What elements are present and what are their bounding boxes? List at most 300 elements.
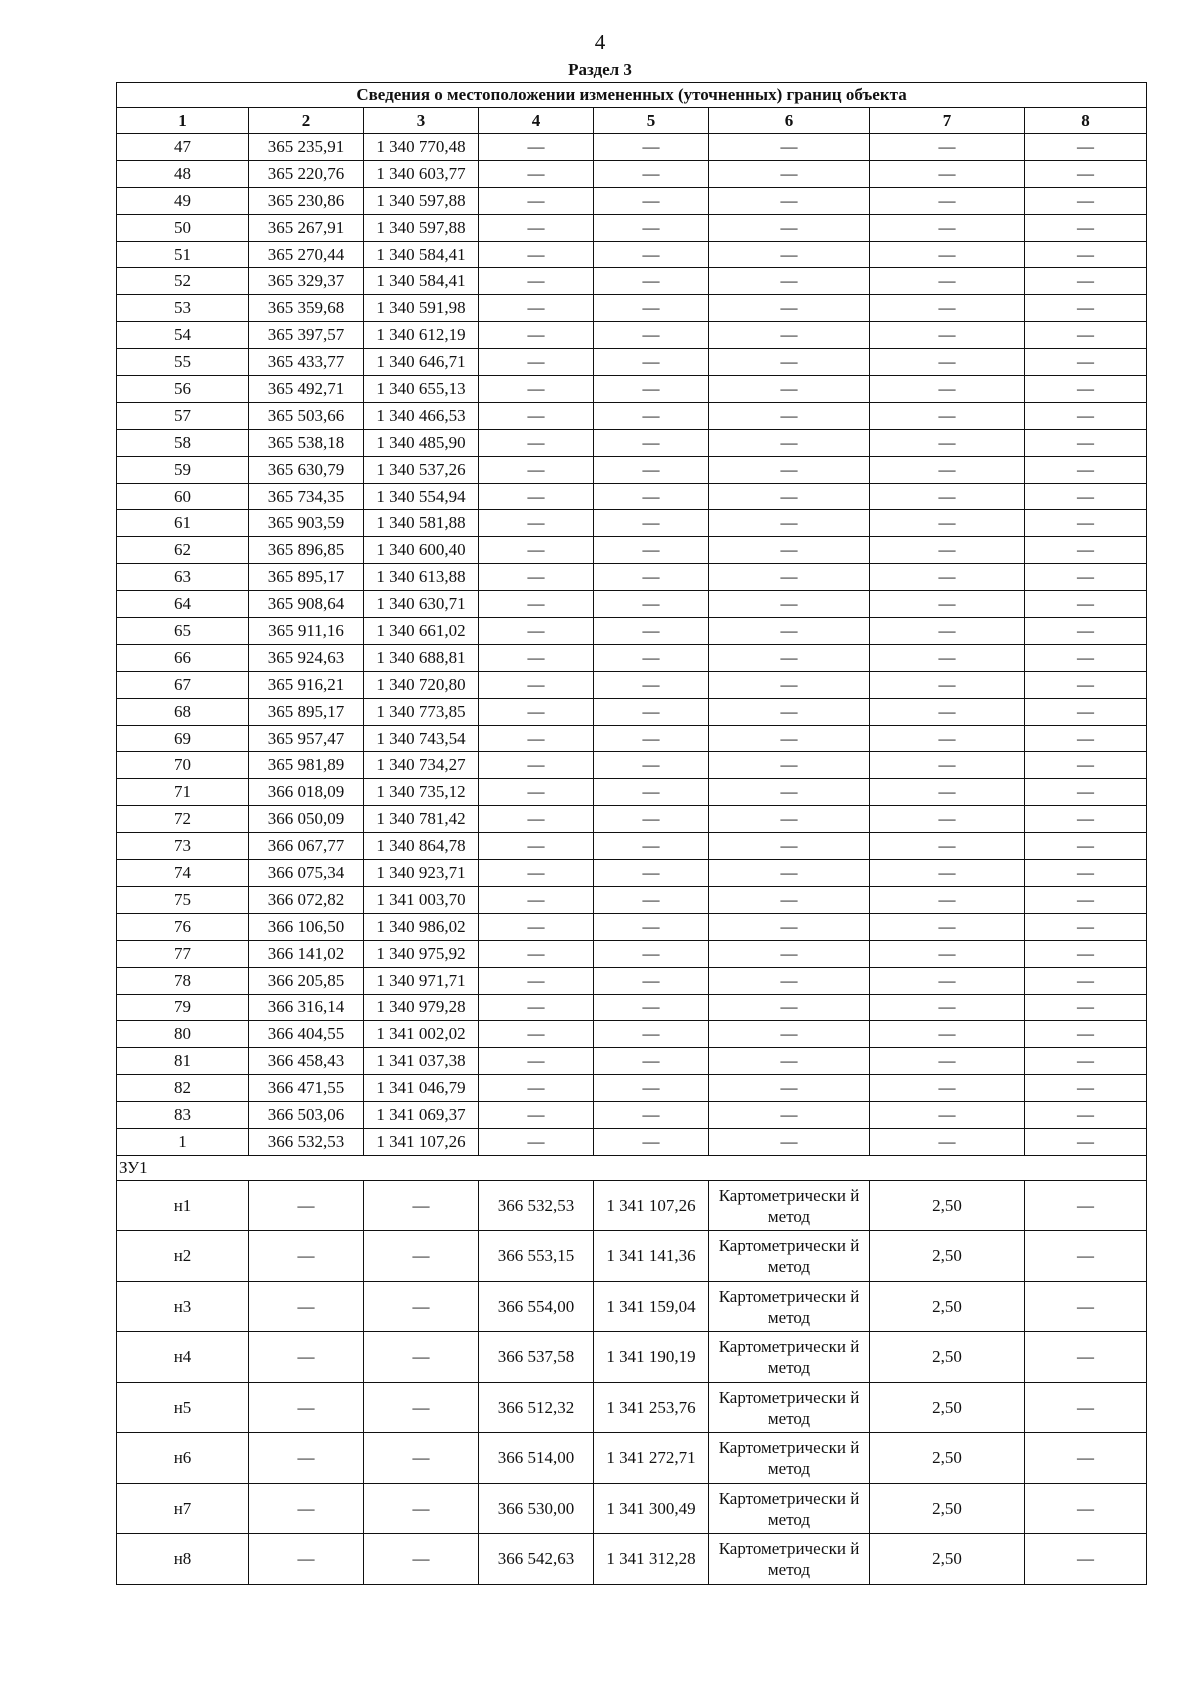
table-cell: 366 018,09 [249,779,364,806]
table-cell: — [479,510,594,537]
method-cell: Картометрически й метод [709,1231,870,1282]
table-cell: 57 [117,402,249,429]
table-cell: — [594,214,709,241]
table-cell: 1 340 584,41 [364,268,479,295]
table-cell: 366 067,77 [249,833,364,860]
table-cell: 1 340 975,92 [364,940,479,967]
table-cell: — [594,376,709,403]
table-cell: 1 340 591,98 [364,295,479,322]
table-cell: — [249,1332,364,1383]
table-cell: 63 [117,564,249,591]
column-number: 8 [1025,108,1147,134]
table-cell: — [870,1102,1025,1129]
table-cell: — [479,295,594,322]
table-row [117,1433,1147,1484]
table-cell: — [870,402,1025,429]
table-cell: н6 [117,1433,249,1484]
table-cell: — [709,752,870,779]
table-row [117,752,1147,779]
table-cell: — [709,564,870,591]
table-cell: — [249,1433,364,1484]
table-cell: — [594,725,709,752]
table-cell: — [1025,1128,1147,1155]
table-cell: 365 433,77 [249,349,364,376]
table-row [117,940,1147,967]
table-row [117,591,1147,618]
table-cell: — [709,1128,870,1155]
table-cell: 365 492,71 [249,376,364,403]
table-caption: Сведения о местоположении измененных (уточненных) границ объекта [117,83,1147,108]
table-cell: — [594,483,709,510]
table-cell: 1 340 612,19 [364,322,479,349]
table-cell: 365 895,17 [249,698,364,725]
table-cell: 1 340 688,81 [364,644,479,671]
table-cell: 48 [117,160,249,187]
table-row [117,886,1147,913]
table-cell: 1 340 720,80 [364,671,479,698]
table-cell: — [594,160,709,187]
table-cell: — [1025,994,1147,1021]
method-cell: Картометрически й метод [709,1534,870,1585]
table-cell: — [870,214,1025,241]
table-cell: 1 340 554,94 [364,483,479,510]
table-cell: — [594,349,709,376]
table-cell: — [870,618,1025,645]
table-cell: 1 340 770,48 [364,134,479,161]
table-cell: — [709,1075,870,1102]
table-cell: — [1025,671,1147,698]
table-cell: — [1025,806,1147,833]
table-cell: 1 341 069,37 [364,1102,479,1129]
table-cell: — [594,134,709,161]
table-cell: 366 542,63 [479,1534,594,1585]
table-cell: — [1025,644,1147,671]
table-cell: — [709,886,870,913]
table-row [117,187,1147,214]
table-cell: 365 924,63 [249,644,364,671]
table-cell: — [594,860,709,887]
table-cell: — [594,671,709,698]
table-cell: — [1025,886,1147,913]
table-cell: — [479,564,594,591]
table-cell: — [1025,483,1147,510]
table-cell: н7 [117,1483,249,1534]
table-cell: — [709,967,870,994]
table-cell: 54 [117,322,249,349]
table-cell: — [594,806,709,833]
table-cell: 1 341 107,26 [364,1128,479,1155]
table-cell: — [870,1075,1025,1102]
table-cell: — [709,698,870,725]
table-cell: 53 [117,295,249,322]
table-cell: 1 341 190,19 [594,1332,709,1383]
table-row [117,510,1147,537]
table-cell: — [479,214,594,241]
table-cell: — [479,268,594,295]
table-cell: — [709,322,870,349]
table-cell: 1 340 581,88 [364,510,479,537]
table-cell: 77 [117,940,249,967]
table-cell: 1 340 781,42 [364,806,479,833]
table-cell: — [479,806,594,833]
table-cell: — [1025,698,1147,725]
table-cell: — [479,429,594,456]
table-cell: — [594,967,709,994]
table-cell: — [594,1048,709,1075]
table-cell: — [709,833,870,860]
table-row [117,725,1147,752]
table-cell: 1 341 272,71 [594,1433,709,1484]
table-row [117,671,1147,698]
table-cell: — [870,833,1025,860]
table-row [117,860,1147,887]
table-cell: — [594,456,709,483]
boundary-coordinates-table [116,82,1147,1585]
method-cell: Картометрически й метод [709,1382,870,1433]
table-cell: — [594,833,709,860]
column-number-row [117,108,1147,134]
table-cell: 365 957,47 [249,725,364,752]
table-cell: 64 [117,591,249,618]
table-cell: — [709,510,870,537]
table-cell: 366 471,55 [249,1075,364,1102]
table-row [117,1231,1147,1282]
table-cell: — [1025,860,1147,887]
table-cell: — [870,698,1025,725]
table-cell: — [870,456,1025,483]
table-cell: 365 630,79 [249,456,364,483]
table-cell: — [709,1102,870,1129]
table-cell: — [594,886,709,913]
table-cell: — [594,402,709,429]
table-cell: 2,50 [870,1534,1025,1585]
table-cell: — [479,322,594,349]
table-cell: — [870,967,1025,994]
table-cell: — [870,187,1025,214]
table-cell: — [709,349,870,376]
table-cell: — [1025,591,1147,618]
table-cell: — [1025,779,1147,806]
table-cell: — [870,1048,1025,1075]
table-cell: 365 503,66 [249,402,364,429]
table-cell: — [870,241,1025,268]
table-cell: — [1025,1332,1147,1383]
table-cell: 365 267,91 [249,214,364,241]
table-cell: — [594,1102,709,1129]
table-cell: 366 050,09 [249,806,364,833]
table-row [117,1281,1147,1332]
table-cell: 74 [117,860,249,887]
table-row [117,376,1147,403]
table-row [117,644,1147,671]
table-cell: — [479,752,594,779]
table-cell: — [870,671,1025,698]
table-cell: 365 235,91 [249,134,364,161]
table-cell: 1 340 655,13 [364,376,479,403]
column-number: 1 [117,108,249,134]
table-cell: 366 503,06 [249,1102,364,1129]
table-caption-row [117,83,1147,108]
table-cell: — [709,134,870,161]
table-cell: 1 340 537,26 [364,456,479,483]
table-cell: 62 [117,537,249,564]
table-cell: 1 340 971,71 [364,967,479,994]
table-cell: 1 340 735,12 [364,779,479,806]
table-cell: — [594,591,709,618]
table-cell: — [594,429,709,456]
table-cell: — [479,860,594,887]
table-cell: — [364,1231,479,1282]
table-cell: — [709,779,870,806]
table-cell: — [479,134,594,161]
table-cell: 1 340 773,85 [364,698,479,725]
table-row [117,349,1147,376]
table-cell: — [870,940,1025,967]
table-cell: 1 340 613,88 [364,564,479,591]
table-cell: — [1025,1534,1147,1585]
table-cell: 1 341 003,70 [364,886,479,913]
table-row [117,456,1147,483]
table-cell: — [594,322,709,349]
table-cell: — [364,1433,479,1484]
table-cell: — [870,752,1025,779]
table-cell: — [1025,429,1147,456]
table-cell: 1 340 979,28 [364,994,479,1021]
table-cell: 366 072,82 [249,886,364,913]
table-cell: — [594,268,709,295]
table-cell: 366 554,00 [479,1281,594,1332]
table-cell: — [479,1102,594,1129]
table-cell: 1 340 923,71 [364,860,479,887]
table-cell: — [1025,349,1147,376]
table-cell: 366 537,58 [479,1332,594,1383]
table-row [117,134,1147,161]
table-cell: — [364,1483,479,1534]
table-cell: — [870,725,1025,752]
table-row [117,1534,1147,1585]
table-cell: — [1025,402,1147,429]
subsection-label: ЗУ1 [117,1155,1147,1180]
table-cell: — [709,187,870,214]
table-cell: 72 [117,806,249,833]
table-cell: — [1025,322,1147,349]
table-cell: — [870,349,1025,376]
table-cell: 1 341 046,79 [364,1075,479,1102]
table-row [117,779,1147,806]
table-cell: — [479,644,594,671]
table-cell: 59 [117,456,249,483]
table-cell: 81 [117,1048,249,1075]
table-cell: — [479,618,594,645]
table-cell: — [1025,134,1147,161]
table-cell: — [1025,295,1147,322]
table-cell: н4 [117,1332,249,1383]
table-cell: — [594,1021,709,1048]
table-cell: 366 532,53 [479,1180,594,1231]
column-number: 7 [870,108,1025,134]
table-cell: — [870,994,1025,1021]
table-cell: 60 [117,483,249,510]
table-cell: — [1025,725,1147,752]
table-cell: — [1025,1048,1147,1075]
table-cell: — [364,1180,479,1231]
table-row [117,994,1147,1021]
table-cell: — [479,671,594,698]
table-cell: — [594,994,709,1021]
table-cell: — [594,752,709,779]
table-cell: 365 911,16 [249,618,364,645]
table-cell: 1 340 864,78 [364,833,479,860]
table-cell: — [479,376,594,403]
table-row [117,537,1147,564]
table-row [117,268,1147,295]
table-row [117,806,1147,833]
column-number: 3 [364,108,479,134]
table-cell: — [870,483,1025,510]
table-row [117,1048,1147,1075]
table-cell: 365 981,89 [249,752,364,779]
table-cell: — [479,833,594,860]
table-cell: — [479,994,594,1021]
table-cell: 366 514,00 [479,1433,594,1484]
table-cell: — [1025,564,1147,591]
table-cell: 75 [117,886,249,913]
table-cell: — [870,886,1025,913]
table-cell: н3 [117,1281,249,1332]
table-cell: 365 896,85 [249,537,364,564]
table-cell: 366 553,15 [479,1231,594,1282]
table-cell: — [709,994,870,1021]
table-cell: — [870,1128,1025,1155]
table-cell: 73 [117,833,249,860]
table-row [117,913,1147,940]
table-cell: — [1025,1180,1147,1231]
table-cell: н5 [117,1382,249,1433]
table-row [117,618,1147,645]
table-cell: — [870,1021,1025,1048]
table-cell: — [249,1281,364,1332]
table-cell: — [709,483,870,510]
table-cell: — [709,725,870,752]
table-cell: — [594,1128,709,1155]
table-cell: — [1025,241,1147,268]
table-cell: 365 895,17 [249,564,364,591]
table-cell: 1 340 584,41 [364,241,479,268]
method-cell: Картометрически й метод [709,1180,870,1231]
table-row [117,295,1147,322]
table-cell: — [364,1382,479,1433]
table-row [117,1180,1147,1231]
table-cell: — [709,618,870,645]
table-cell: — [479,241,594,268]
table-cell: 1 340 630,71 [364,591,479,618]
table-cell: — [1025,1021,1147,1048]
table-cell: — [709,913,870,940]
table-row [117,1128,1147,1155]
table-cell: 366 404,55 [249,1021,364,1048]
table-cell: 366 205,85 [249,967,364,994]
table-cell: — [364,1332,479,1383]
table-cell: 70 [117,752,249,779]
table-cell: — [709,241,870,268]
table-cell: 1 341 002,02 [364,1021,479,1048]
table-cell: — [479,483,594,510]
table-cell: 1 340 603,77 [364,160,479,187]
table-cell: 366 141,02 [249,940,364,967]
table-cell: — [870,295,1025,322]
table-cell: — [594,698,709,725]
table-row [117,429,1147,456]
table-cell: 1 341 037,38 [364,1048,479,1075]
table-body [117,83,1147,1585]
method-cell: Картометрически й метод [709,1332,870,1383]
table-cell: — [594,913,709,940]
table-cell: — [870,268,1025,295]
table-cell: 2,50 [870,1231,1025,1282]
table-cell: — [479,349,594,376]
table-cell: 1 [117,1128,249,1155]
table-cell: — [479,1075,594,1102]
table-cell: 365 538,18 [249,429,364,456]
table-cell: 1 340 466,53 [364,402,479,429]
table-cell: 68 [117,698,249,725]
table-row [117,1021,1147,1048]
table-cell: 1 341 159,04 [594,1281,709,1332]
table-row [117,483,1147,510]
table-cell: — [870,860,1025,887]
table-cell: — [479,779,594,806]
table-cell: — [709,214,870,241]
table-cell: 1 340 743,54 [364,725,479,752]
table-cell: н1 [117,1180,249,1231]
table-cell: 365 220,76 [249,160,364,187]
table-cell: — [479,537,594,564]
table-cell: — [870,913,1025,940]
table-cell: н8 [117,1534,249,1585]
table-cell: — [479,913,594,940]
table-cell: — [594,241,709,268]
method-cell: Картометрически й метод [709,1483,870,1534]
table-cell: 365 359,68 [249,295,364,322]
table-cell: 47 [117,134,249,161]
table-cell: — [1025,214,1147,241]
table-cell: — [709,268,870,295]
table-cell: 1 341 141,36 [594,1231,709,1282]
table-cell: 65 [117,618,249,645]
table-cell: — [1025,940,1147,967]
table-cell: 1 340 485,90 [364,429,479,456]
table-cell: — [1025,1231,1147,1282]
table-cell: 2,50 [870,1483,1025,1534]
table-cell: — [1025,376,1147,403]
table-cell: — [709,429,870,456]
table-cell: — [1025,268,1147,295]
table-cell: — [1025,187,1147,214]
table-row [117,402,1147,429]
table-cell: — [709,160,870,187]
table-cell: 78 [117,967,249,994]
table-cell: — [709,860,870,887]
table-cell: — [870,510,1025,537]
table-cell: — [1025,913,1147,940]
table-cell: 2,50 [870,1281,1025,1332]
table-row [117,214,1147,241]
table-cell: 365 903,59 [249,510,364,537]
table-cell: 1 341 300,49 [594,1483,709,1534]
table-cell: — [1025,1281,1147,1332]
table-cell: 1 340 661,02 [364,618,479,645]
table-cell: — [870,429,1025,456]
